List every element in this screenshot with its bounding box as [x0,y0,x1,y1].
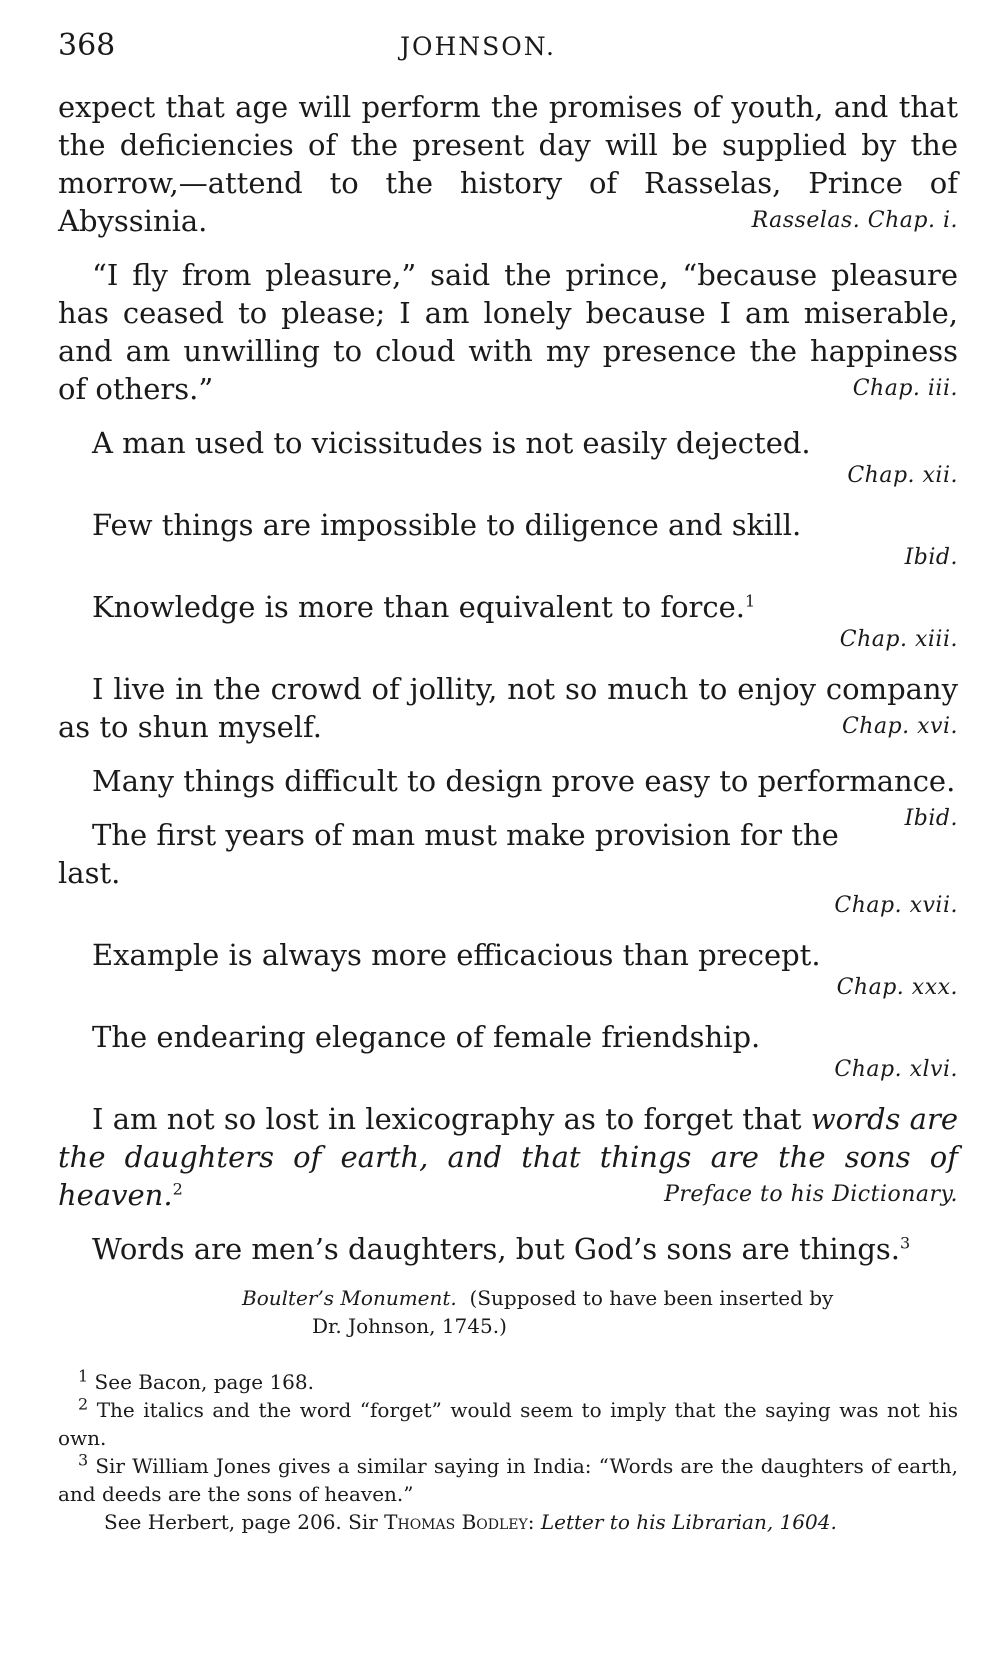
quote [58,936,958,1002]
footnote-ref: 2 [172,1179,183,1199]
page-number: 368 [58,28,116,63]
quote-citation: Chap. xii. [847,463,958,488]
italic-text: words are the daughters of earth, and that things are the sons of heaven. [58,1102,959,1212]
quote-text: expect that age will perform the promises of youth, and that the deficiencies of the present day will be supplied by the morrow,—attend to the history of Rasselas, Prince of Abyssinia. [58,90,958,238]
quote-text: I am not so lost in lexicography as to forget that [92,1102,811,1136]
quote [58,1230,958,1268]
footnote: $^3$ Sir William Jones gives a similar saying in India: “Words are the daughters of earth, and deeds are the sons of heaven.” [58,1450,958,1506]
quote-text: I live in the crowd of jollity, not so much to enjoy company as to shun myself. [58,672,958,744]
lexicography-paragraph [58,1100,958,1214]
body-text [58,88,958,1268]
quote-text: The first years of man must make provision for the last. [58,818,839,890]
quote-citation: Chap. xxx. [836,975,958,1000]
quote [58,424,958,490]
source-title: Boulter’s Monument. [242,1286,457,1310]
running-title: JOHNSON. [399,32,557,61]
quote-text: A man used to vicissitudes is not easily dejected. [92,426,811,460]
quote [58,506,958,572]
quote-text: Many things difficult to design prove easy to performance. [92,764,956,798]
source-note [242,1284,958,1340]
quote-paragraph [58,670,958,746]
quote [58,816,958,920]
footnote-ref: 3 [900,1233,911,1253]
quote-text: The endearing elegance of female friendship. [92,1020,761,1054]
quote [58,1018,958,1084]
quote-text: Example is always more efficacious than precept. [92,938,821,972]
quote-citation: Rasselas. Chap. i. [751,208,958,233]
quote-citation: Chap. iii. [852,376,958,401]
footnote: $^1$ See Bacon, page 168. [78,1366,314,1394]
quote-citation: Chap. xvi. [841,714,958,739]
quote-citation: Chap. xlvi. [834,1057,958,1082]
quote [58,588,958,654]
footnotes [58,1368,958,1536]
quote-text: Few things are impossible to diligence and skill. [92,508,802,542]
quote-citation: Chap. xiii. [839,627,958,652]
footnote: $^2$ The italics and the word “forget” would seem to imply that the saying was not his own. [58,1394,959,1450]
quote-citation: Preface to his Dictionary. [664,1182,958,1207]
quote-paragraph [58,88,958,240]
quote-text: Words are men’s daughters, but God’s sons are things.$^3$ [92,1232,911,1266]
quote-text: “I fly from pleasure,” said the prince, “because pleasure has ceased to please; I am lonely because I am miserable, and am unwilling to cloud with my presence the happiness of others.” [58,258,958,406]
source-note-text: (Supposed to have been inserted by [469,1286,834,1310]
quote-paragraph [58,256,958,408]
quote-text: Knowledge is more than equivalent to force.$^1$ [92,590,756,624]
quote-citation: Ibid. [904,545,958,570]
page-header [58,28,958,88]
quote-paragraph [58,762,958,831]
quote-citation: Ibid. [904,806,958,831]
quote-citation: Chap. xvii. [834,893,958,918]
footnote: See Herbert, page 206. Sir Thomas Bodley: Letter to his Librarian, 1604. [104,1510,837,1534]
source-note-cont: Dr. Johnson, 1745.) [312,1314,507,1338]
footnote-ref: 1 [745,591,756,611]
